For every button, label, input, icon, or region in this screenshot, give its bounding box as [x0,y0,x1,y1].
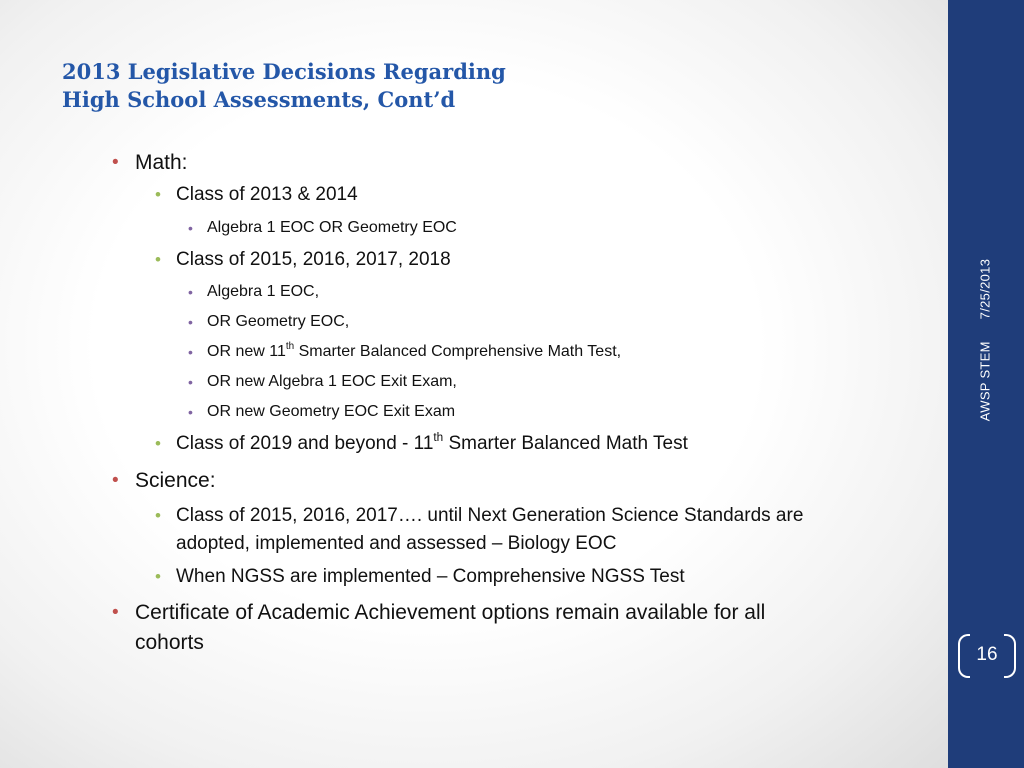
bullet-alg1 [188,280,320,304]
superscript: th [433,430,444,444]
bullet-text: OR Geometry EOC, [207,313,350,330]
bullet-dot-icon: • [155,506,161,525]
bullet-text: Algebra 1 EOC OR Geometry EOC [207,219,457,236]
page-number: 16 [958,632,1016,678]
bullet-dot-icon: • [155,567,161,586]
bullet-text: Algebra 1 EOC, [207,283,320,300]
bullet-class-2015-2018 [155,246,451,274]
superscript: th [285,340,295,352]
footer-date: 7/25/2013 [977,258,993,320]
bullet-text: Certificate of Academic Achievement options remain available for all [135,601,766,624]
bullet-text: Math: [135,151,188,174]
bullet-text: Class of 2019 and beyond - 11 [176,433,434,454]
bullet-science [112,466,216,496]
sidebar-footer-text [978,250,993,430]
bullet-text: Science: [135,469,216,492]
slide-title-line1: 2013 Legislative Decisions Regarding [62,59,506,84]
bullet-dot-icon: • [188,314,193,330]
bullet-text: When NGSS are implemented – Comprehensive NGSS Test [176,566,685,587]
slide-title-line2: High School Assessments, Cont’d [62,87,456,112]
footer-label: AWSP STEM [977,341,993,422]
bullet-text: Smarter Balanced Math Test [443,433,688,454]
bullet-dot-icon: • [112,602,119,623]
bullet-text: Class of 2015, 2016, 2017, 2018 [176,249,451,270]
bullet-math [112,148,188,178]
bullet-dot-icon: • [155,250,161,269]
bullet-sci-class [155,502,804,558]
bullet-dot-icon: • [112,152,119,173]
bullet-alg-exit [188,370,457,394]
bullet-dot-icon: • [155,434,161,453]
bullet-text: Smarter Balanced Comprehensive Math Test, [294,343,622,360]
bullet-alg-or-geo [188,216,457,240]
bullet-class-2019 [155,430,688,458]
bullet-certificate [112,598,766,658]
bullet-text: adopted, implemented and assessed – Biology EOC [176,533,617,554]
bullet-dot-icon: • [112,470,119,491]
bullet-geo-exit [188,400,456,424]
bullet-text: OR new 11 [207,343,286,360]
bullet-geo [188,310,350,334]
bullet-sbac [188,340,622,364]
bullet-text: cohorts [135,631,204,654]
bullet-text: OR new Algebra 1 EOC Exit Exam, [207,373,457,390]
bullet-ngss [155,563,685,591]
bullet-dot-icon: • [155,185,161,204]
bullet-dot-icon: • [188,344,193,360]
bullet-text: Class of 2013 & 2014 [176,184,358,205]
bullet-class-2013-2014 [155,181,358,209]
bullet-dot-icon: • [188,374,193,390]
bullet-text: OR new Geometry EOC Exit Exam [207,403,456,420]
bullet-dot-icon: • [188,404,193,420]
bullet-text: Class of 2015, 2016, 2017…. until Next Generation Science Standards are [176,505,804,526]
bullet-dot-icon: • [188,220,193,236]
bullet-dot-icon: • [188,284,193,300]
